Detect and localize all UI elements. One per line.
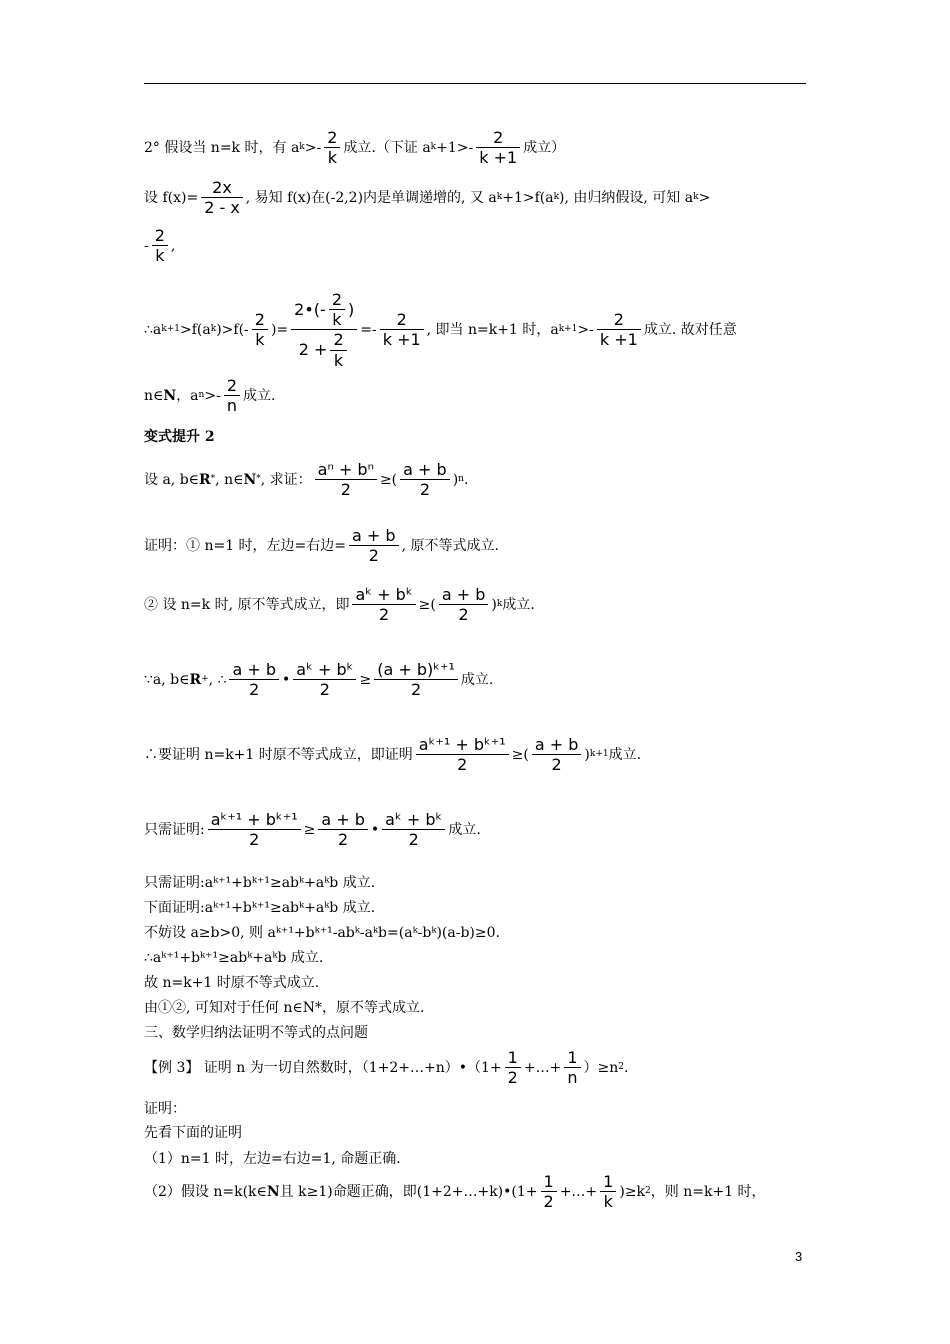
text: ② 设 n=k 时, 原不等式成立，即 bbox=[144, 596, 350, 613]
text: n∈ bbox=[144, 387, 164, 404]
text: ）≥n bbox=[583, 1059, 619, 1076]
line-example-3 bbox=[144, 1048, 628, 1087]
fraction bbox=[400, 460, 450, 499]
superscript: 2 bbox=[618, 1062, 624, 1073]
numerator: a + b bbox=[441, 585, 486, 604]
denominator: 2 bbox=[249, 680, 260, 700]
text-line: 下面证明:aᵏ⁺¹+bᵏ⁺¹≥abᵏ+aᵏb 成立. bbox=[144, 900, 376, 916]
text: 成立. bbox=[448, 821, 481, 838]
text: 证明：① n=1 时，左边=右边= bbox=[144, 537, 347, 554]
text: a bbox=[550, 321, 559, 338]
text: )>f(- bbox=[216, 321, 249, 338]
fraction bbox=[201, 178, 243, 217]
numerator: aᵏ + bᵏ bbox=[355, 585, 413, 604]
text: )= bbox=[270, 321, 289, 338]
denominator bbox=[296, 330, 353, 369]
numerator: 2 bbox=[254, 310, 265, 330]
text: +…+ bbox=[559, 1183, 598, 1200]
numerator: 1 bbox=[507, 1048, 518, 1067]
fraction bbox=[208, 810, 301, 849]
text: 2° 假设当 n=k 时，有 a bbox=[144, 139, 300, 156]
text: 设 a, b∈ bbox=[144, 471, 200, 488]
fraction bbox=[382, 810, 445, 849]
text: 成立. 故对任意 bbox=[643, 321, 737, 338]
denominator: 2 bbox=[378, 605, 390, 625]
text: （2）假设 n=k(k∈ bbox=[144, 1183, 267, 1200]
denominator: k bbox=[332, 310, 342, 330]
superscript: n bbox=[458, 474, 464, 485]
line-only-need bbox=[144, 810, 481, 849]
set-symbol: R bbox=[199, 471, 211, 488]
text-line: 由①②, 可知对于任何 n∈N*，原不等式成立. bbox=[144, 1000, 425, 1016]
subscript: k bbox=[430, 142, 437, 153]
fraction bbox=[600, 1172, 616, 1211]
text: >- bbox=[577, 321, 594, 338]
text: , 即当 n=k+1 时， bbox=[426, 321, 551, 338]
text: 成立. bbox=[460, 671, 494, 688]
set-symbol: R bbox=[189, 671, 202, 688]
text: ) bbox=[452, 471, 459, 488]
numerator: (a + b)ᵏ⁺¹ bbox=[377, 660, 455, 679]
superscript: k bbox=[496, 599, 503, 610]
fraction bbox=[476, 128, 520, 167]
superscript: 2 bbox=[645, 1186, 651, 1197]
text: ), 由归纳假设, 可知 a bbox=[559, 189, 694, 206]
denominator: 2 bbox=[319, 680, 330, 700]
text: >- bbox=[204, 387, 221, 404]
text: ≥( bbox=[418, 596, 436, 613]
text: 成立. bbox=[243, 387, 276, 404]
text: 成立. bbox=[502, 596, 535, 613]
line-continuation bbox=[144, 226, 175, 265]
text: , 求证： bbox=[260, 471, 312, 488]
line-inductive-step bbox=[144, 585, 535, 624]
denominator: 2 bbox=[338, 830, 349, 850]
denominator: n bbox=[567, 1068, 578, 1088]
subscript: k bbox=[553, 192, 560, 203]
numerator: 2 bbox=[331, 290, 342, 309]
text: 2 + bbox=[298, 340, 328, 360]
subscript: k bbox=[299, 142, 305, 153]
numerator: aᵏ + bᵏ bbox=[296, 660, 354, 679]
numerator: 2 bbox=[154, 226, 165, 245]
numerator bbox=[291, 290, 357, 329]
fraction bbox=[532, 735, 582, 774]
fraction bbox=[252, 310, 268, 349]
numerator: a + b bbox=[321, 810, 365, 829]
denominator: k +1 bbox=[599, 330, 638, 350]
denominator: 2 - x bbox=[204, 198, 240, 218]
fraction bbox=[152, 226, 168, 265]
fraction bbox=[505, 1048, 521, 1087]
numerator: a + b bbox=[352, 526, 396, 545]
numerator: 2 bbox=[613, 310, 624, 330]
line-problem bbox=[144, 460, 468, 499]
denominator: 2 bbox=[340, 480, 351, 500]
text: )≥k bbox=[619, 1183, 646, 1200]
denominator: 2 bbox=[551, 755, 562, 775]
line-to-prove bbox=[144, 735, 641, 774]
text-line: （1）n=1 时，左边=右边=1, 命题正确. bbox=[144, 1151, 401, 1167]
section-heading: 变式提升 2 bbox=[144, 429, 215, 445]
set-symbol: N bbox=[163, 387, 177, 404]
fraction bbox=[416, 735, 509, 774]
text: ≥( bbox=[511, 746, 529, 763]
header-rule bbox=[144, 83, 806, 84]
superscript: k+1 bbox=[589, 749, 609, 760]
numerator: aⁿ + bⁿ bbox=[317, 460, 374, 479]
numerator: 2x bbox=[212, 178, 232, 197]
text: ) bbox=[584, 746, 590, 763]
fraction bbox=[380, 310, 424, 349]
numerator: 2 bbox=[333, 330, 344, 350]
text: >f(a bbox=[180, 321, 211, 338]
denominator: 2 bbox=[419, 480, 431, 500]
denominator: 2 bbox=[410, 680, 422, 700]
fraction bbox=[352, 585, 415, 624]
text: 成立.（下证 a bbox=[343, 139, 431, 156]
text: • bbox=[370, 821, 380, 838]
denominator: 2 bbox=[249, 830, 260, 850]
text: ∴要证明 n=k+1 时原不等式成立，即证明 bbox=[144, 746, 413, 763]
fraction bbox=[564, 1048, 580, 1087]
numerator: a + b bbox=[403, 460, 447, 479]
text: , bbox=[170, 237, 176, 254]
numerator: 1 bbox=[603, 1172, 614, 1191]
section-heading: 三、数学归纳法证明不等式的点问题 bbox=[144, 1025, 368, 1041]
numerator: 1 bbox=[567, 1048, 578, 1067]
numerator: 2 bbox=[396, 310, 407, 330]
text: 且 k≥1)命题正确，即(1+2+…+k)•(1+ bbox=[279, 1183, 538, 1200]
numerator: 2 bbox=[493, 128, 504, 147]
fraction bbox=[293, 660, 356, 699]
numerator: a + b bbox=[534, 735, 579, 754]
subscript: k+1 bbox=[161, 324, 180, 335]
text: =- bbox=[360, 321, 377, 338]
denominator: n bbox=[226, 396, 237, 416]
denominator: 2 bbox=[458, 605, 469, 625]
fraction bbox=[541, 1172, 557, 1211]
text: ≥ bbox=[303, 821, 316, 838]
line-because bbox=[144, 660, 493, 699]
text: • bbox=[282, 671, 291, 688]
line-define-f bbox=[144, 178, 710, 217]
denominator: 2 bbox=[408, 830, 419, 850]
denominator: k bbox=[327, 148, 337, 168]
denominator: 2 bbox=[457, 755, 468, 775]
subscript: k bbox=[693, 192, 699, 203]
text: 成立） bbox=[523, 139, 566, 156]
text: , 易知 f(x)在(-2,2)内是单调递增的, 又 a bbox=[245, 189, 497, 206]
numerator: a + b bbox=[232, 660, 277, 679]
subscript: k+1 bbox=[558, 324, 578, 335]
line-assume-k bbox=[144, 1172, 766, 1211]
text-line: 故 n=k+1 时原不等式成立. bbox=[144, 975, 320, 991]
numerator: 2 bbox=[327, 128, 338, 147]
text: , 原不等式成立. bbox=[401, 537, 499, 554]
numerator: aᵏ⁺¹ + bᵏ⁺¹ bbox=[418, 735, 506, 754]
text: +1>- bbox=[436, 139, 474, 156]
subscript: k bbox=[210, 324, 217, 335]
text: , n∈ bbox=[215, 471, 244, 488]
line-base-case bbox=[144, 526, 499, 565]
fraction bbox=[318, 810, 368, 849]
denominator: 2 bbox=[368, 546, 379, 566]
fraction bbox=[315, 460, 377, 499]
text-line: 只需证明:aᵏ⁺¹+bᵏ⁺¹≥abᵏ+aᵏb 成立. bbox=[144, 875, 376, 891]
text: ) bbox=[348, 300, 355, 320]
text: 只需证明: bbox=[144, 821, 205, 838]
fraction bbox=[329, 290, 345, 329]
numerator: aᵏ + bᵏ bbox=[385, 810, 443, 829]
denominator: k bbox=[603, 1192, 613, 1212]
complex-fraction bbox=[291, 290, 357, 370]
subscript: k bbox=[496, 192, 503, 203]
numerator: aᵏ⁺¹ + bᵏ⁺¹ bbox=[210, 810, 298, 829]
numerator: 2 bbox=[226, 376, 237, 395]
text-line: ∴aᵏ⁺¹+bᵏ⁺¹≥abᵏ+aᵏb 成立. bbox=[144, 950, 324, 966]
fraction bbox=[597, 310, 641, 349]
text: ，则 n=k+1 时， bbox=[650, 1183, 766, 1200]
fraction bbox=[374, 660, 458, 699]
denominator: k bbox=[255, 330, 265, 350]
text: ) bbox=[491, 596, 497, 613]
superscript: * bbox=[256, 474, 261, 485]
fraction bbox=[324, 128, 340, 167]
set-symbol: N bbox=[243, 471, 257, 488]
text: 成立. bbox=[608, 746, 642, 763]
text-line: 证明： bbox=[144, 1101, 186, 1117]
text: . bbox=[623, 1059, 629, 1076]
text-line: 不妨设 a≥b>0, 则 aᵏ⁺¹+bᵏ⁺¹-abᵏ-aᵏb=(aᵏ-bᵏ)(a-b)≥0. bbox=[144, 925, 500, 941]
text: ，a bbox=[176, 387, 199, 404]
fraction bbox=[330, 330, 346, 369]
fraction bbox=[349, 526, 399, 565]
text: >- bbox=[304, 139, 322, 156]
denominator: 2 bbox=[543, 1192, 554, 1212]
text: 【例 3】 证明 n 为一切自然数时，（1+2+…+n）•（1+ bbox=[144, 1059, 502, 1076]
page-number: 3 bbox=[795, 1249, 803, 1264]
fraction bbox=[224, 376, 240, 415]
text: 2•(- bbox=[294, 300, 326, 320]
text: - bbox=[144, 237, 149, 254]
denominator: 2 bbox=[507, 1068, 518, 1088]
text: ∴a bbox=[144, 321, 162, 338]
denominator: k +1 bbox=[479, 148, 518, 168]
denominator: k +1 bbox=[382, 330, 421, 350]
fraction bbox=[439, 585, 489, 624]
text: ≥ bbox=[359, 671, 372, 688]
text: , ∴ bbox=[208, 671, 227, 688]
text: +1>f(a bbox=[502, 189, 554, 206]
text: 设 f(x)= bbox=[144, 189, 199, 206]
line-therefore-ak1 bbox=[144, 290, 737, 370]
denominator: k bbox=[333, 350, 344, 370]
text: . bbox=[463, 471, 469, 488]
set-symbol: N bbox=[266, 1183, 280, 1200]
text: > bbox=[698, 189, 711, 206]
denominator: k bbox=[155, 246, 165, 266]
fraction bbox=[229, 660, 279, 699]
numerator: 1 bbox=[543, 1172, 554, 1191]
line-hypothesis bbox=[144, 128, 565, 167]
text: ∵a, b∈ bbox=[144, 671, 190, 688]
subscript: n bbox=[198, 390, 205, 401]
superscript: * bbox=[210, 474, 216, 485]
text: ≥( bbox=[379, 471, 398, 488]
text-line: 先看下面的证明 bbox=[144, 1125, 242, 1141]
text: +…+ bbox=[523, 1059, 562, 1076]
superscript: + bbox=[201, 674, 209, 685]
line-conclusion bbox=[144, 376, 275, 415]
